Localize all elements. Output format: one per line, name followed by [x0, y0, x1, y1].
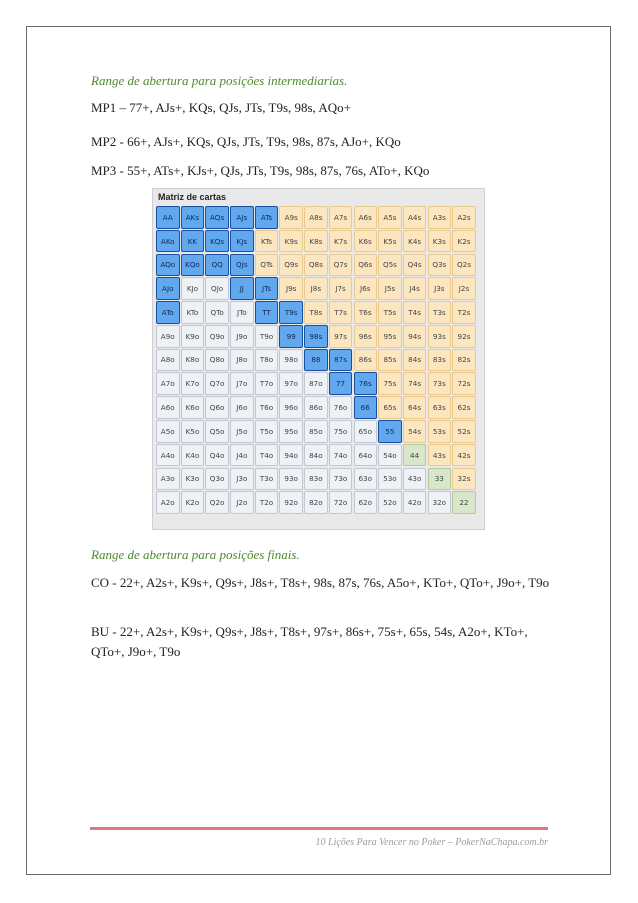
matrix-cell-k9s[interactable]: K9s — [279, 230, 303, 253]
matrix-cell-a5o[interactable]: A5o — [156, 420, 180, 443]
matrix-cell-32o[interactable]: 32o — [428, 491, 452, 514]
matrix-cell-q9o[interactable]: Q9o — [205, 325, 229, 348]
footer-text: 10 Lições Para Vencer no Poker – PokerNaChapa.com.br — [315, 837, 548, 848]
matrix-cell-jto[interactable]: JTo — [230, 301, 254, 324]
matrix-cell-j4s[interactable]: J4s — [403, 277, 427, 300]
matrix-cell-k3o[interactable]: K3o — [181, 468, 205, 491]
matrix-cell-99[interactable]: 99 — [279, 325, 303, 348]
matrix-cell-75o[interactable]: 75o — [329, 420, 353, 443]
matrix-cell-j7s[interactable]: J7s — [329, 277, 353, 300]
matrix-cell-k7o[interactable]: K7o — [181, 372, 205, 395]
matrix-cell-86o[interactable]: 86o — [304, 396, 328, 419]
matrix-cell-53o[interactable]: 53o — [378, 468, 402, 491]
matrix-cell-55[interactable]: 55 — [378, 420, 402, 443]
matrix-cell-k7s[interactable]: K7s — [329, 230, 353, 253]
matrix-cell-aqs[interactable]: AQs — [205, 206, 229, 229]
matrix-cell-52s[interactable]: 52s — [452, 420, 476, 443]
matrix-cell-j9s[interactable]: J9s — [279, 277, 303, 300]
matrix-cell-t4o[interactable]: T4o — [255, 444, 279, 467]
footer-rule — [90, 827, 548, 830]
matrix-cell-jj[interactable]: JJ — [230, 277, 254, 300]
matrix-cell-62s[interactable]: 62s — [452, 396, 476, 419]
matrix-cell-q4o[interactable]: Q4o — [205, 444, 229, 467]
matrix-cell-k4s[interactable]: K4s — [403, 230, 427, 253]
matrix-cell-22[interactable]: 22 — [452, 491, 476, 514]
matrix-cell-kto[interactable]: KTo — [181, 301, 205, 324]
matrix-cell-q7s[interactable]: Q7s — [329, 254, 353, 277]
matrix-cell-k6o[interactable]: K6o — [181, 396, 205, 419]
matrix-cell-32s[interactable]: 32s — [452, 468, 476, 491]
matrix-cell-66[interactable]: 66 — [354, 396, 378, 419]
matrix-cell-a5s[interactable]: A5s — [378, 206, 402, 229]
range-line-bu: BU - 22+, A2s+, K9s+, Q9s+, J8s+, T8s+, 97s+, 86s+, 75s+, 65s, 54s, A2o+, KTo+, QTo+, J9o+, T9o — [91, 624, 528, 659]
matrix-cell-63o[interactable]: 63o — [354, 468, 378, 491]
matrix-cell-97s[interactable]: 97s — [329, 325, 353, 348]
matrix-cell-t4s[interactable]: T4s — [403, 301, 427, 324]
matrix-cell-q5o[interactable]: Q5o — [205, 420, 229, 443]
matrix-cell-t8s[interactable]: T8s — [304, 301, 328, 324]
matrix-cell-44[interactable]: 44 — [403, 444, 427, 467]
matrix-cell-42s[interactable]: 42s — [452, 444, 476, 467]
matrix-cell-a9s[interactable]: A9s — [279, 206, 303, 229]
matrix-cell-aks[interactable]: AKs — [181, 206, 205, 229]
matrix-cell-qq[interactable]: QQ — [205, 254, 229, 277]
matrix-cell-33[interactable]: 33 — [428, 468, 452, 491]
matrix-cell-k4o[interactable]: K4o — [181, 444, 205, 467]
matrix-cell-a7o[interactable]: A7o — [156, 372, 180, 395]
matrix-cell-t3o[interactable]: T3o — [255, 468, 279, 491]
matrix-cell-k8o[interactable]: K8o — [181, 349, 205, 372]
matrix-cell-63s[interactable]: 63s — [428, 396, 452, 419]
matrix-cell-k5o[interactable]: K5o — [181, 420, 205, 443]
range-line-mp1: MP1 – 77+, AJs+, KQs, QJs, JTs, T9s, 98s, AQo+ — [91, 100, 351, 115]
matrix-cell-aqo[interactable]: AQo — [156, 254, 180, 277]
section-heading-intermediate: Range de abertura para posições intermediarias. — [91, 73, 348, 88]
matrix-cell-t5s[interactable]: T5s — [378, 301, 402, 324]
matrix-cell-64o[interactable]: 64o — [354, 444, 378, 467]
matrix-cell-92o[interactable]: 92o — [279, 491, 303, 514]
matrix-cell-82o[interactable]: 82o — [304, 491, 328, 514]
matrix-cell-kjs[interactable]: KJs — [230, 230, 254, 253]
matrix-cell-54s[interactable]: 54s — [403, 420, 427, 443]
matrix-cell-j2s[interactable]: J2s — [452, 277, 476, 300]
matrix-cell-j7o[interactable]: J7o — [230, 372, 254, 395]
matrix-cell-j8s[interactable]: J8s — [304, 277, 328, 300]
matrix-cell-q3s[interactable]: Q3s — [428, 254, 452, 277]
matrix-cell-j2o[interactable]: J2o — [230, 491, 254, 514]
matrix-cell-k6s[interactable]: K6s — [354, 230, 378, 253]
matrix-cell-76o[interactable]: 76o — [329, 396, 353, 419]
matrix-cell-j3o[interactable]: J3o — [230, 468, 254, 491]
matrix-cell-qjs[interactable]: QJs — [230, 254, 254, 277]
matrix-cell-j8o[interactable]: J8o — [230, 349, 254, 372]
matrix-cell-95o[interactable]: 95o — [279, 420, 303, 443]
matrix-cell-53s[interactable]: 53s — [428, 420, 452, 443]
matrix-cell-k3s[interactable]: K3s — [428, 230, 452, 253]
matrix-cell-q2s[interactable]: Q2s — [452, 254, 476, 277]
matrix-cell-74s[interactable]: 74s — [403, 372, 427, 395]
matrix-cell-t7s[interactable]: T7s — [329, 301, 353, 324]
matrix-cell-kqs[interactable]: KQs — [205, 230, 229, 253]
matrix-cell-q2o[interactable]: Q2o — [205, 491, 229, 514]
card-matrix-title: Matriz de cartas — [158, 192, 227, 202]
matrix-cell-97o[interactable]: 97o — [279, 372, 303, 395]
matrix-cell-77[interactable]: 77 — [329, 372, 353, 395]
matrix-cell-tt[interactable]: TT — [255, 301, 279, 324]
matrix-cell-62o[interactable]: 62o — [354, 491, 378, 514]
matrix-cell-a3s[interactable]: A3s — [428, 206, 452, 229]
matrix-cell-j9o[interactable]: J9o — [230, 325, 254, 348]
matrix-cell-a2s[interactable]: A2s — [452, 206, 476, 229]
matrix-cell-87o[interactable]: 87o — [304, 372, 328, 395]
matrix-cell-k2s[interactable]: K2s — [452, 230, 476, 253]
matrix-cell-73o[interactable]: 73o — [329, 468, 353, 491]
matrix-cell-93o[interactable]: 93o — [279, 468, 303, 491]
matrix-cell-43o[interactable]: 43o — [403, 468, 427, 491]
matrix-cell-72s[interactable]: 72s — [452, 372, 476, 395]
matrix-cell-qjo[interactable]: QJo — [205, 277, 229, 300]
matrix-cell-98o[interactable]: 98o — [279, 349, 303, 372]
matrix-cell-k5s[interactable]: K5s — [378, 230, 402, 253]
matrix-cell-t2s[interactable]: T2s — [452, 301, 476, 324]
matrix-cell-ajs[interactable]: AJs — [230, 206, 254, 229]
matrix-cell-93s[interactable]: 93s — [428, 325, 452, 348]
matrix-cell-k9o[interactable]: K9o — [181, 325, 205, 348]
matrix-cell-t2o[interactable]: T2o — [255, 491, 279, 514]
matrix-cell-83s[interactable]: 83s — [428, 349, 452, 372]
matrix-cell-a4o[interactable]: A4o — [156, 444, 180, 467]
matrix-cell-72o[interactable]: 72o — [329, 491, 353, 514]
matrix-cell-94s[interactable]: 94s — [403, 325, 427, 348]
matrix-cell-k2o[interactable]: K2o — [181, 491, 205, 514]
matrix-cell-j5s[interactable]: J5s — [378, 277, 402, 300]
matrix-cell-kjo[interactable]: KJo — [181, 277, 205, 300]
matrix-cell-t6o[interactable]: T6o — [255, 396, 279, 419]
matrix-cell-j5o[interactable]: J5o — [230, 420, 254, 443]
matrix-cell-73s[interactable]: 73s — [428, 372, 452, 395]
matrix-cell-42o[interactable]: 42o — [403, 491, 427, 514]
matrix-cell-95s[interactable]: 95s — [378, 325, 402, 348]
matrix-cell-q7o[interactable]: Q7o — [205, 372, 229, 395]
matrix-cell-65o[interactable]: 65o — [354, 420, 378, 443]
matrix-cell-94o[interactable]: 94o — [279, 444, 303, 467]
card-matrix-grid — [156, 206, 476, 514]
matrix-cell-q5s[interactable]: Q5s — [378, 254, 402, 277]
matrix-cell-a9o[interactable]: A9o — [156, 325, 180, 348]
matrix-cell-85s[interactable]: 85s — [378, 349, 402, 372]
matrix-cell-j6s[interactable]: J6s — [354, 277, 378, 300]
matrix-cell-a2o[interactable]: A2o — [156, 491, 180, 514]
matrix-cell-85o[interactable]: 85o — [304, 420, 328, 443]
matrix-cell-q9s[interactable]: Q9s — [279, 254, 303, 277]
matrix-cell-q4s[interactable]: Q4s — [403, 254, 427, 277]
matrix-cell-t6s[interactable]: T6s — [354, 301, 378, 324]
matrix-cell-88[interactable]: 88 — [304, 349, 328, 372]
matrix-cell-t9s[interactable]: T9s — [279, 301, 303, 324]
matrix-cell-52o[interactable]: 52o — [378, 491, 402, 514]
matrix-cell-ato[interactable]: ATo — [156, 301, 180, 324]
matrix-cell-54o[interactable]: 54o — [378, 444, 402, 467]
matrix-cell-87s[interactable]: 87s — [329, 349, 353, 372]
matrix-cell-75s[interactable]: 75s — [378, 372, 402, 395]
section-heading-final: Range de abertura para posições finais. — [91, 547, 300, 562]
matrix-cell-ako[interactable]: AKo — [156, 230, 180, 253]
matrix-cell-a8o[interactable]: A8o — [156, 349, 180, 372]
matrix-cell-q6o[interactable]: Q6o — [205, 396, 229, 419]
matrix-cell-76s[interactable]: 76s — [354, 372, 378, 395]
matrix-cell-kqo[interactable]: KQo — [181, 254, 205, 277]
matrix-cell-96o[interactable]: 96o — [279, 396, 303, 419]
matrix-cell-t5o[interactable]: T5o — [255, 420, 279, 443]
matrix-cell-kts[interactable]: KTs — [255, 230, 279, 253]
matrix-cell-84s[interactable]: 84s — [403, 349, 427, 372]
matrix-cell-kk[interactable]: KK — [181, 230, 205, 253]
matrix-cell-96s[interactable]: 96s — [354, 325, 378, 348]
matrix-cell-qts[interactable]: QTs — [255, 254, 279, 277]
matrix-cell-k8s[interactable]: K8s — [304, 230, 328, 253]
matrix-cell-t8o[interactable]: T8o — [255, 349, 279, 372]
matrix-cell-84o[interactable]: 84o — [304, 444, 328, 467]
matrix-cell-j3s[interactable]: J3s — [428, 277, 452, 300]
matrix-cell-82s[interactable]: 82s — [452, 349, 476, 372]
matrix-cell-ats[interactable]: ATs — [255, 206, 279, 229]
matrix-cell-64s[interactable]: 64s — [403, 396, 427, 419]
range-line-co: CO - 22+, A2s+, K9s+, Q9s+, J8s+, T8s+, 98s, 87s, 76s, A5o+, KTo+, QTo+, J9o+, T9o — [91, 575, 550, 590]
matrix-cell-74o[interactable]: 74o — [329, 444, 353, 467]
matrix-cell-a6o[interactable]: A6o — [156, 396, 180, 419]
matrix-cell-86s[interactable]: 86s — [354, 349, 378, 372]
matrix-cell-t7o[interactable]: T7o — [255, 372, 279, 395]
matrix-cell-65s[interactable]: 65s — [378, 396, 402, 419]
matrix-cell-j6o[interactable]: J6o — [230, 396, 254, 419]
matrix-cell-qto[interactable]: QTo — [205, 301, 229, 324]
matrix-cell-q8s[interactable]: Q8s — [304, 254, 328, 277]
matrix-cell-t3s[interactable]: T3s — [428, 301, 452, 324]
range-line-mp2: MP2 - 66+, AJs+, KQs, QJs, JTs, T9s, 98s, 87s, AJo+, KQo — [91, 134, 401, 149]
matrix-cell-83o[interactable]: 83o — [304, 468, 328, 491]
matrix-cell-ajo[interactable]: AJo — [156, 277, 180, 300]
matrix-cell-jts[interactable]: JTs — [255, 277, 279, 300]
range-line-mp3: MP3 - 55+, ATs+, KJs+, QJs, JTs, T9s, 98s, 87s, 76s, ATo+, KQo — [91, 163, 430, 178]
matrix-cell-92s[interactable]: 92s — [452, 325, 476, 348]
matrix-cell-q6s[interactable]: Q6s — [354, 254, 378, 277]
matrix-cell-a7s[interactable]: A7s — [329, 206, 353, 229]
matrix-cell-j4o[interactable]: J4o — [230, 444, 254, 467]
matrix-cell-aa[interactable]: AA — [156, 206, 180, 229]
matrix-cell-q3o[interactable]: Q3o — [205, 468, 229, 491]
matrix-cell-a4s[interactable]: A4s — [403, 206, 427, 229]
matrix-cell-43s[interactable]: 43s — [428, 444, 452, 467]
matrix-cell-a8s[interactable]: A8s — [304, 206, 328, 229]
matrix-cell-a6s[interactable]: A6s — [354, 206, 378, 229]
matrix-cell-a3o[interactable]: A3o — [156, 468, 180, 491]
matrix-cell-q8o[interactable]: Q8o — [205, 349, 229, 372]
matrix-cell-t9o[interactable]: T9o — [255, 325, 279, 348]
matrix-cell-98s[interactable]: 98s — [304, 325, 328, 348]
